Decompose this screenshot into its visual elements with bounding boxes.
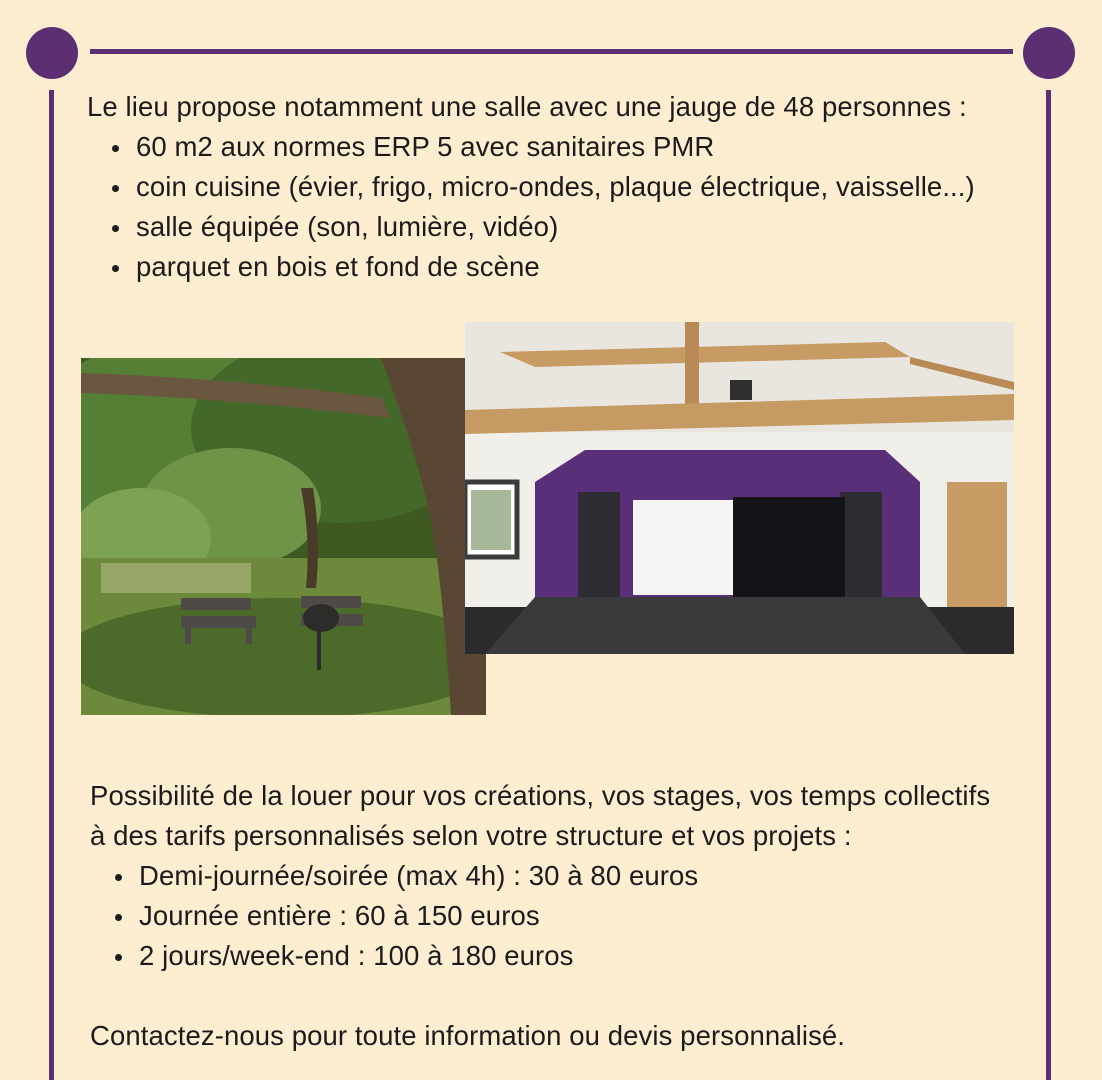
frame-left-rule bbox=[49, 90, 54, 1080]
venue-description bbox=[87, 87, 975, 287]
list-item: parquet en bois et fond de scène bbox=[87, 247, 975, 287]
rental-lead-line-1: Possibilité de la louer pour vos créations, vos stages, vos temps collectifs bbox=[90, 780, 991, 811]
list-item: Demi-journée/soirée (max 4h) : 30 à 80 euros bbox=[90, 856, 990, 896]
contact-note bbox=[90, 1016, 845, 1056]
list-item: Journée entière : 60 à 150 euros bbox=[90, 896, 990, 936]
rental-lead-line-2: à des tarifs personnalisés selon votre structure et vos projets : bbox=[90, 820, 852, 851]
list-item: salle équipée (son, lumière, vidéo) bbox=[87, 207, 975, 247]
list-item: 2 jours/week-end : 100 à 180 euros bbox=[90, 936, 990, 976]
rental-info bbox=[90, 776, 990, 976]
frame-top-rule bbox=[90, 49, 1013, 54]
contact-text: Contactez-nous pour toute information ou devis personnalisé. bbox=[90, 1020, 846, 1051]
garden-photo bbox=[81, 358, 486, 715]
frame-dot-right bbox=[1023, 27, 1075, 79]
venue-features-list bbox=[87, 127, 975, 287]
frame-dot-left bbox=[26, 27, 78, 79]
rental-rates-list bbox=[90, 856, 990, 976]
list-item: coin cuisine (évier, frigo, micro-ondes, plaque électrique, vaisselle...) bbox=[87, 167, 975, 207]
venue-intro: Le lieu propose notamment une salle avec une jauge de 48 personnes : bbox=[87, 91, 967, 122]
frame-right-rule bbox=[1046, 90, 1051, 1080]
list-item: 60 m2 aux normes ERP 5 avec sanitaires PMR bbox=[87, 127, 975, 167]
hall-photo bbox=[465, 322, 1014, 654]
